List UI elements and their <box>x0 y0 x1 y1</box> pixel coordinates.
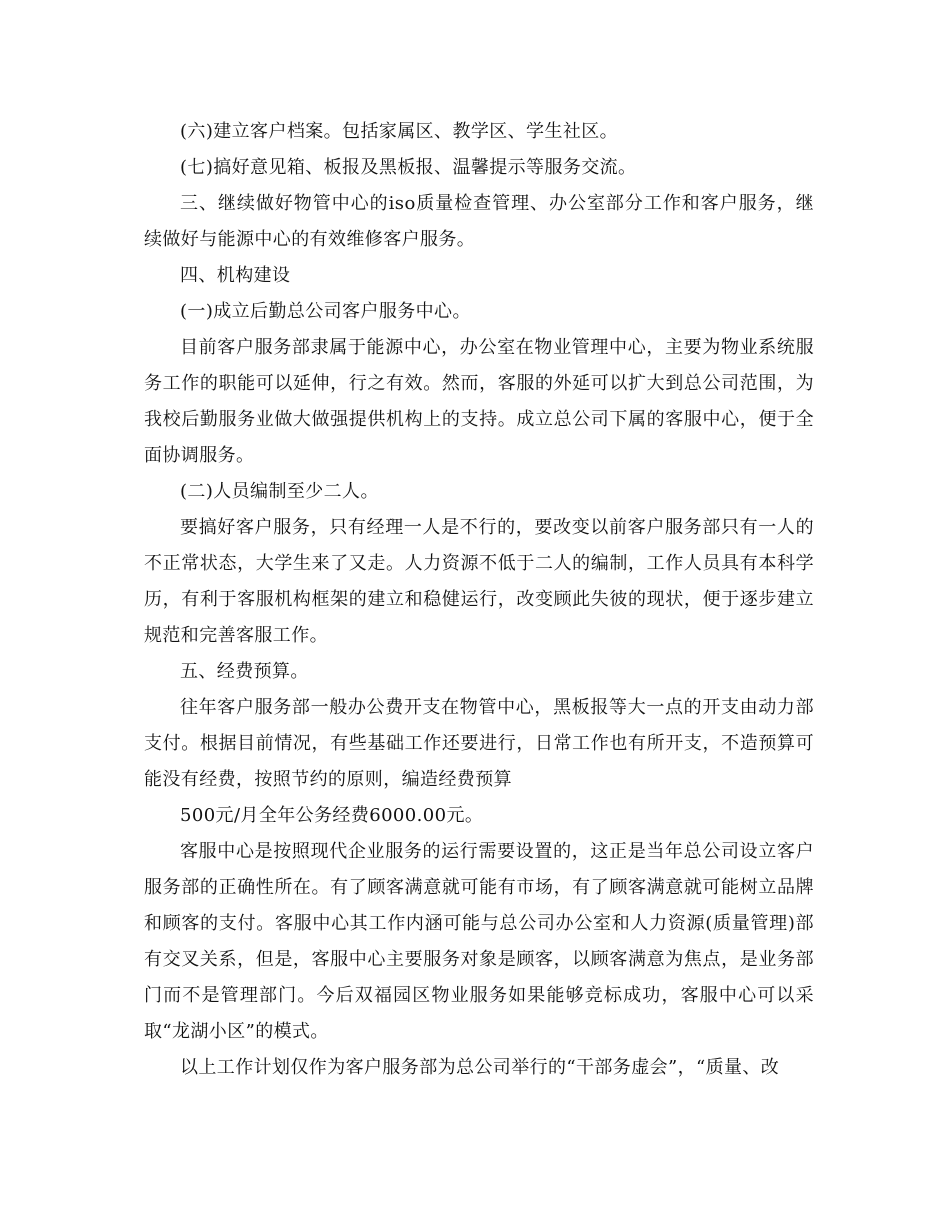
paragraph-suggestion-box: (七)搞好意见箱、板报及黑板报、温馨提示等服务交流。 <box>180 157 637 178</box>
paragraph-budget-amount: 500元/月全年公务经费6000.00元。 <box>180 805 484 826</box>
paragraph-current-situation: 目前客户服务部隶属于能源中心，办公室在物业管理中心，主要为物业系统服务工作的职能可以延伸，行之有效。然而，客服的外延可以扩大到总公司范围，为我校后勤服务业做大做强提供机构上的支持。成立总公司下属的客服中心，便于全面协调服务。 <box>144 337 814 466</box>
document-body <box>144 114 814 1086</box>
paragraph-budget-detail: 往年客户服务部一般办公费开支在物管中心，黑板报等大一点的开支由动力部支付。根据目前情况，有些基础工作还要进行，日常工作也有所开支，不造预算可能没有经费，按照节约的原则，编造经费预算 <box>144 697 814 790</box>
paragraph-service-center-purpose: 客服中心是按照现代企业服务的运行需要设置的，这正是当年总公司设立客户服务部的正确性所在。有了顾客满意就可能有市场，有了顾客满意就可能树立品牌和顾客的支付。客服中心其工作内涵可能与总公司办公室和人力资源(质量管理)部有交叉关系，但是，客服中心主要服务对象是顾客，以顾客满意为焦点，是业务部门而不是管理部门。今后双福园区物业服务如果能够竞标成功，客服中心可以采取“龙湖小区”的模式。 <box>144 841 814 1042</box>
paragraph-staffing: (二)人员编制至少二人。 <box>180 481 379 502</box>
heading-budget: 五、经费预算。 <box>180 661 309 682</box>
heading-organization-building: 四、机构建设 <box>180 265 291 286</box>
paragraph-closing: 以上工作计划仅作为客户服务部为总公司举行的“干部务虚会”，“质量、改 <box>180 1057 780 1078</box>
paragraph-customer-archives: (六)建立客户档案。包括家属区、教学区、学生社区。 <box>180 121 619 142</box>
paragraph-section-three: 三、继续做好物管中心的iso质量检查管理、办公室部分工作和客户服务，继续做好与能源中心的有效维修客户服务。 <box>144 193 814 250</box>
paragraph-staffing-detail: 要搞好客户服务，只有经理一人是不行的，要改变以前客户服务部只有一人的不正常状态，大学生来了又走。人力资源不低于二人的编制，工作人员具有本科学历，有利于客服机构框架的建立和稳健运行，改变顾此失彼的现状，便于逐步建立规范和完善客服工作。 <box>144 517 814 646</box>
paragraph-service-center: (一)成立后勤总公司客户服务中心。 <box>180 301 471 322</box>
